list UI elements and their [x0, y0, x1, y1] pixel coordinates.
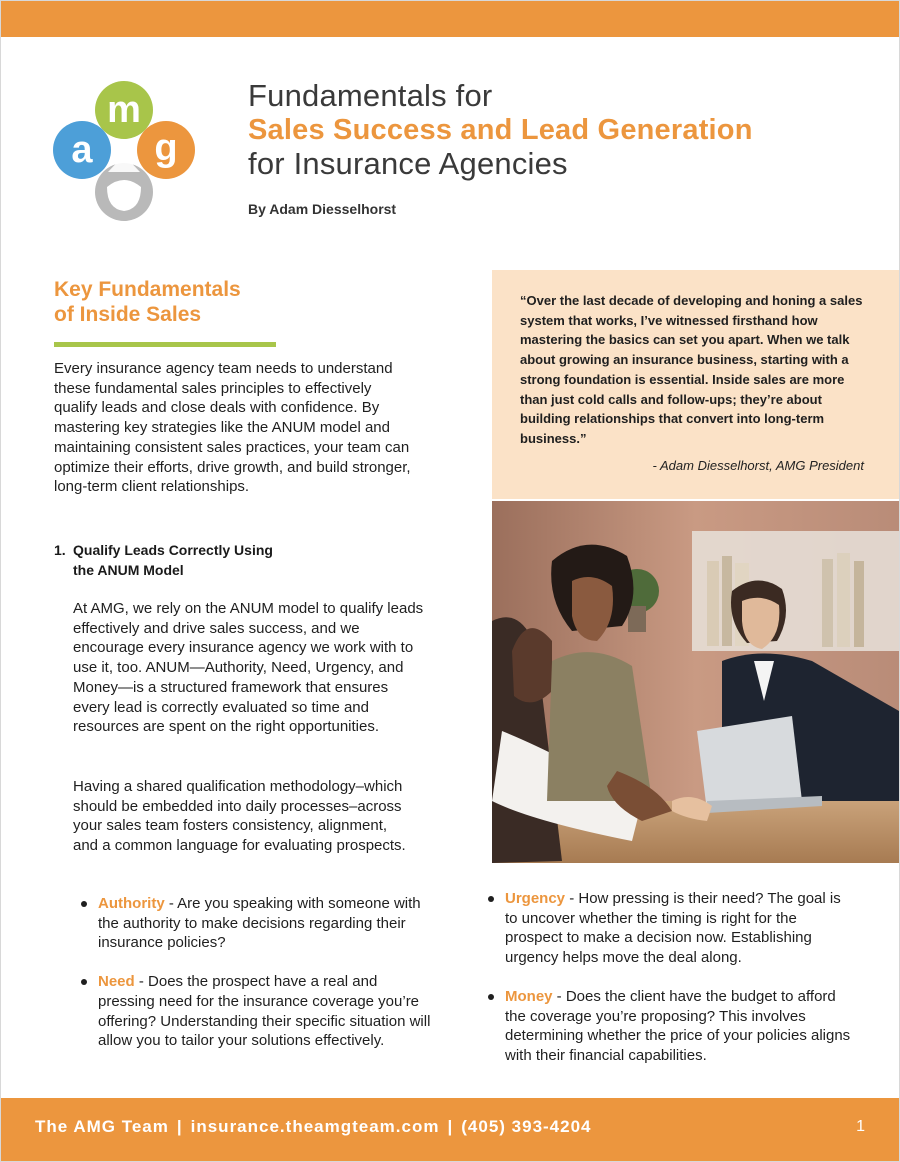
bullet-text: - Does the prospect have a real and pressing need for the insurance coverage you’re offering? Understanding their specific situation will allow you to tailor your solutions effectively. [98, 973, 431, 1050]
svg-text:g: g [154, 127, 178, 169]
footer-company: The AMG Team [35, 1117, 169, 1136]
author-byline: By Adam Diesselhorst [248, 201, 397, 217]
section-title [54, 277, 241, 327]
bullet-dot [488, 896, 494, 902]
list-item [79, 894, 431, 953]
item-1-number: 1. [54, 542, 66, 558]
quote-attribution: - Adam Diesselhorst, AMG President [652, 458, 864, 473]
meeting-photo [492, 501, 899, 863]
svg-text:a: a [71, 129, 93, 171]
page-footer [1, 1098, 899, 1161]
amg-logo [49, 77, 199, 225]
bullet-dot [81, 979, 87, 985]
quote-text: “Over the last decade of developing and honing a sales system that works, I’ve witnessed firsthand how mastering the basics can set you apart. When we talk about growing an insurance business, starting with a strong foundation is essential. Inside sales are more than just cold calls and follow-ups; they’re about building relationships that convert into long-term business.” [520, 293, 863, 446]
svg-text:m: m [107, 89, 141, 131]
item-1-heading-line-2: the ANUM Model [73, 561, 184, 578]
bullet-dot [488, 994, 494, 1000]
list-item [486, 987, 856, 1066]
bullet-term: Authority [98, 895, 165, 912]
bullet-term: Urgency [505, 890, 566, 907]
methodology-paragraph: Having a shared qualification methodology–which should be embedded into daily processes–across your sales team fosters consistency, alignment, and a common language for evaluating prospects. [73, 778, 406, 855]
footer-separator: | [447, 1117, 454, 1136]
intro-paragraph: Every insurance agency team needs to understand these fundamental sales principles to effectively qualify leads and close deals with confidence. By mastering key strategies like the ANUM model and maintaining consistent sales practices, your team can optimize their efforts, drive growth, and build stronger, long-term client relationships. [54, 360, 411, 496]
bullet-list-right [486, 889, 856, 1085]
bullet-term: Money [505, 987, 553, 1005]
title-line-3: for Insurance Agencies [248, 146, 568, 181]
bullet-text: - Are you speaking with someone with the authority to make decisions regarding their insurance policies? [98, 895, 421, 952]
footer-contact-line [35, 1117, 592, 1137]
anum-paragraph: At AMG, we rely on the ANUM model to qualify leads effectively and drive sales success, and we encourage every insurance agency we work with to use it, too. ANUM—Authority, Need, Urgency, and Money—is a structured framework that ensures every lead is correctly evaluated so time and resources are spent on the right opportunities. [73, 600, 424, 736]
document-title-block [248, 79, 868, 217]
footer-separator: | [176, 1117, 183, 1136]
bullet-term: Need [98, 973, 135, 991]
section-divider [54, 342, 276, 347]
list-item [486, 889, 856, 968]
item-1-heading [54, 541, 414, 580]
title-line-2: Sales Success and Lead Generation [248, 114, 753, 146]
top-accent-bar [1, 1, 899, 37]
section-title-line-1: Key Fundamentals [54, 278, 241, 301]
item-1-heading-line-1: Qualify Leads Correctly Using [73, 542, 273, 558]
bullet-list-left [79, 894, 431, 1070]
footer-phone[interactable]: (405) 393-4204 [461, 1117, 592, 1136]
list-item [79, 972, 431, 1051]
page-number: 1 [856, 1118, 865, 1135]
title-line-1: Fundamentals for [248, 78, 493, 113]
bullet-text: - Does the client have the budget to afford the coverage you’re proposing? This involves determining whether the price of your policies aligns with their financial capabilities. [505, 987, 851, 1064]
bullet-text: - How pressing is their need? The goal is to uncover whether the timing is right for the prospect to make a decision now. Establishing urgency helps move the deal along. [505, 890, 841, 967]
footer-website[interactable]: insurance.theamgteam.com [190, 1117, 440, 1136]
bullet-dot [81, 901, 87, 907]
quote-box [492, 270, 899, 499]
section-title-line-2: of Inside Sales [54, 303, 202, 326]
